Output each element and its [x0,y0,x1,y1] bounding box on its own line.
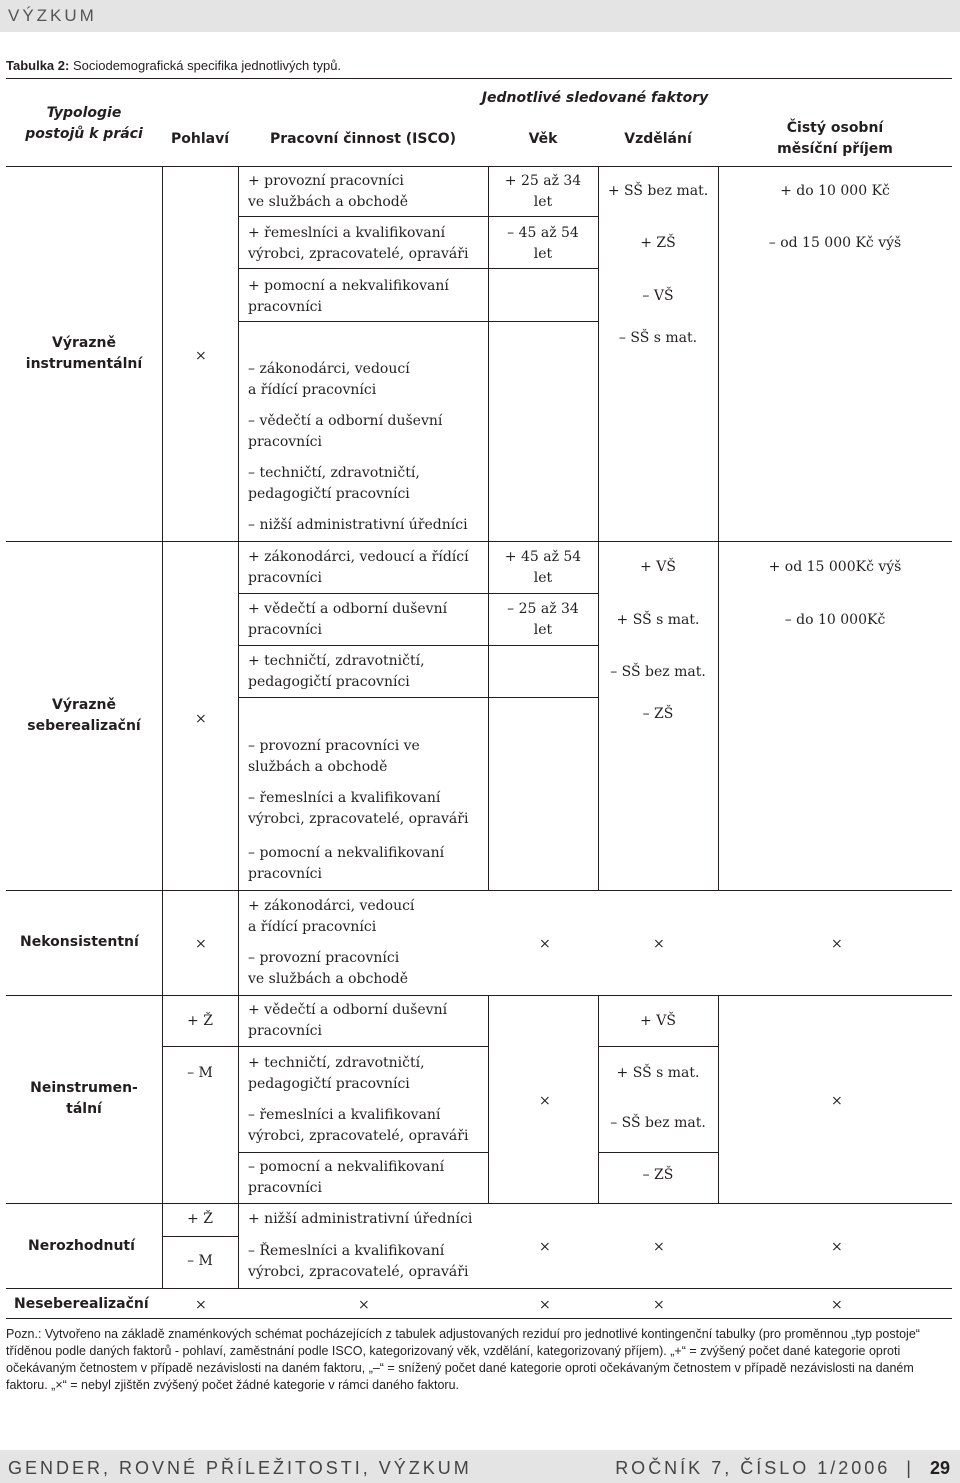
isco-cell: + pomocní a nekvalifikovaní pracovníci [248,278,449,315]
vrule-5b [718,541,719,890]
isco-cell: – provozní pracovníci ve službách a obchodě [248,738,420,775]
cross-neinstr-income: × [831,1093,843,1109]
age-cell: + 45 až 54 let [504,549,582,586]
education-cell: – SŠ bez mat. [610,1115,706,1131]
cross-nerozh-income: × [831,1239,843,1255]
isco-cell: + vědečtí a odborní duševní pracovníci [248,601,448,638]
income-cell: – do 10 000Kč [784,612,886,628]
isco-cell: – pomocní a nekvalifikovaní pracovníci [248,845,445,882]
page-footer [0,1450,960,1483]
education-cell: + VŠ [640,1013,676,1029]
age-cell: + 25 až 34 let [504,173,582,210]
rule-nerozh [6,1288,952,1289]
isco-cell: + techničtí, zdravotničtí, pedagogičtí pracovníci [248,653,425,690]
cross-nekons-age: × [539,936,551,952]
education-cell: + SŠ s mat. [616,1065,700,1081]
isco-cell: – Řemeslníci a kvalifikovaní výrobci, zpracovatelé, opraváři [248,1243,469,1280]
cross-seb-gender: × [195,711,207,727]
cross-nekons-edu: × [653,936,665,952]
isco-cell: + vědečtí a odborní duševní pracovníci [248,1002,448,1039]
header-age: Věk [528,131,558,147]
education-cell: – ZŠ [642,706,674,722]
isco-cell: – techničtí, zdravotničtí, pedagogičtí pracovníci [248,465,420,502]
rule-b1 [238,593,598,594]
education-cell: – VŠ [642,288,674,304]
vrule-3b [488,541,489,890]
footer-journal: GENDER, ROVNÉ PŘÍLEŽITOSTI, VÝZKUM [8,1458,472,1478]
gender-cell: – M [187,1253,213,1269]
rule-bottom [6,1318,952,1319]
rule-a2 [238,268,598,269]
header-education: Vzdělání [624,131,692,147]
rule-c3 [598,1046,718,1047]
gender-cell: + Ž [187,1211,213,1227]
vrule-3c [488,995,489,1203]
isco-cell: – řemeslníci a kvalifikovaní výrobci, zpracovatelé, opraváři [248,790,469,827]
rule-seb [6,890,952,891]
gender-cell: – M [187,1065,213,1081]
rule-a3 [238,321,598,322]
income-cell: – od 15 000 Kč výš [768,235,902,251]
page-number: 29 [929,1458,950,1478]
isco-cell: – nižší administrativní úředníci [248,517,468,533]
education-cell: + ZŠ [640,235,676,251]
vrule-5a [718,166,719,541]
header-factors: Jednotlivé sledované faktory [481,90,709,106]
rule-b2 [238,645,598,646]
cross-neseb-edu: × [653,1297,665,1313]
education-cell: + SŠ bez mat. [607,183,709,199]
cross-neseb-gender: × [195,1297,207,1313]
cross-nerozh-edu: × [653,1239,665,1255]
header-gender: Pohlaví [170,131,230,147]
isco-cell: + zákonodárci, vedoucí a řídící pracovníci [248,898,415,935]
header-income: Čistý osobní měsíční příjem [777,120,893,157]
vrule-1 [162,166,163,1288]
income-cell: + do 10 000 Kč [780,183,890,199]
isco-cell: – zákonodárci, vedoucí a řídící pracovníci [248,361,410,398]
rule-neinstr [6,1203,952,1204]
header-isco: Pracovní činnost (ISCO) [269,131,457,147]
table-caption: Tabulka 2: Sociodemografická specifika jednotlivých typů. [6,58,342,73]
isco-cell: + zákonodárci, vedoucí a řídící pracovníci [248,549,469,586]
income-cell: + od 15 000Kč výš [768,559,902,575]
section-header [0,0,960,32]
rule-gender-split-1 [162,1046,238,1047]
isco-cell: + provozní pracovníci ve službách a obchodě [248,173,409,210]
cross-neseb-age: × [539,1297,551,1313]
education-cell: – ZŠ [642,1167,674,1183]
type-noninstrumental: Neinstrumen- tální [30,1080,138,1117]
rule-c4 [598,1152,718,1153]
header-typology: Typologie postojů k práci [25,105,143,142]
footer-issue: ROČNÍK 7, ČÍSLO 1/2006 | 29 [615,1458,950,1478]
education-cell: – SŠ s mat. [618,330,698,346]
isco-cell: – řemeslníci a kvalifikovaní výrobci, zpracovatelé, opraváři [248,1107,469,1144]
cross-neinstr-age: × [539,1093,551,1109]
rule-gender-split-2 [162,1236,238,1237]
age-cell: – 25 až 34 let [507,601,579,638]
vrule-2 [238,166,239,1288]
table-note: Pozn.: Vytvořeno na základě znaménkových schémat pocházejících z tabulek adjustovaných reziduí pro jednotlivé kontingenční tabulky (pro proměnnou „typ postoje“ tříděnou podle daných faktorů - pohlaví, zaměstnání podle ISCO, kategorizovaný věk, vzdělání, kategorizovaný příjem). „+“ = zvýšený počet dané kategorie oproti očekávaným četnostem v případě nezávislosti na daném faktoru, „–“ = snížený počet dané kategorie oproti očekávaným četnostem v případě nezávislosti na daném faktoru. „×“ = nebyl zjištěn zvýšený počet žádné kategorie v rámci daného faktoru. [6,1327,920,1392]
cross-nekons-gender: × [195,936,207,952]
type-selfrealization: Výrazně seberealizační [27,697,141,734]
rule-instr [6,541,952,542]
isco-cell: – vědečtí a odborní duševní pracovníci [248,413,443,450]
rule-top [6,78,952,79]
rule-c1 [238,1046,488,1047]
cross-instr-gender: × [195,348,207,364]
cross-neseb-isco: × [358,1297,370,1313]
cross-neseb-income: × [831,1297,843,1313]
cross-nekons-income: × [831,936,843,952]
isco-cell: + řemeslníci a kvalifikovaní výrobci, zpracovatelé, opraváři [248,225,469,262]
isco-cell: – provozní pracovníci ve službách a obchodě [248,950,409,987]
rule-b3 [238,697,598,698]
section-title: VÝZKUM [8,6,97,25]
rule-c2 [238,1152,488,1153]
age-cell: – 45 až 54 let [507,225,579,262]
type-nonselfrealization: Neseberealizační [14,1296,149,1312]
type-inconsistent: Nekonsistentní [20,934,139,950]
isco-cell: + nižší administrativní úředníci [248,1211,473,1227]
type-undecided: Nerozhodnutí [28,1238,135,1254]
cross-nerozh-age: × [539,1239,551,1255]
rule-a1 [238,216,598,217]
rule-header [6,166,952,167]
vrule-5c [718,995,719,1203]
rule-nekons [6,995,952,996]
isco-cell: + techničtí, zdravotničtí, pedagogičtí pracovníci [248,1055,425,1092]
isco-cell: – pomocní a nekvalifikovaní pracovníci [248,1159,445,1196]
education-cell: + SŠ s mat. [616,612,700,628]
vrule-4a [598,166,599,541]
gender-cell: + Ž [187,1013,213,1029]
type-instrumental: Výrazně instrumentální [25,335,143,372]
education-cell: + VŠ [640,559,676,575]
education-cell: – SŠ bez mat. [610,664,706,680]
